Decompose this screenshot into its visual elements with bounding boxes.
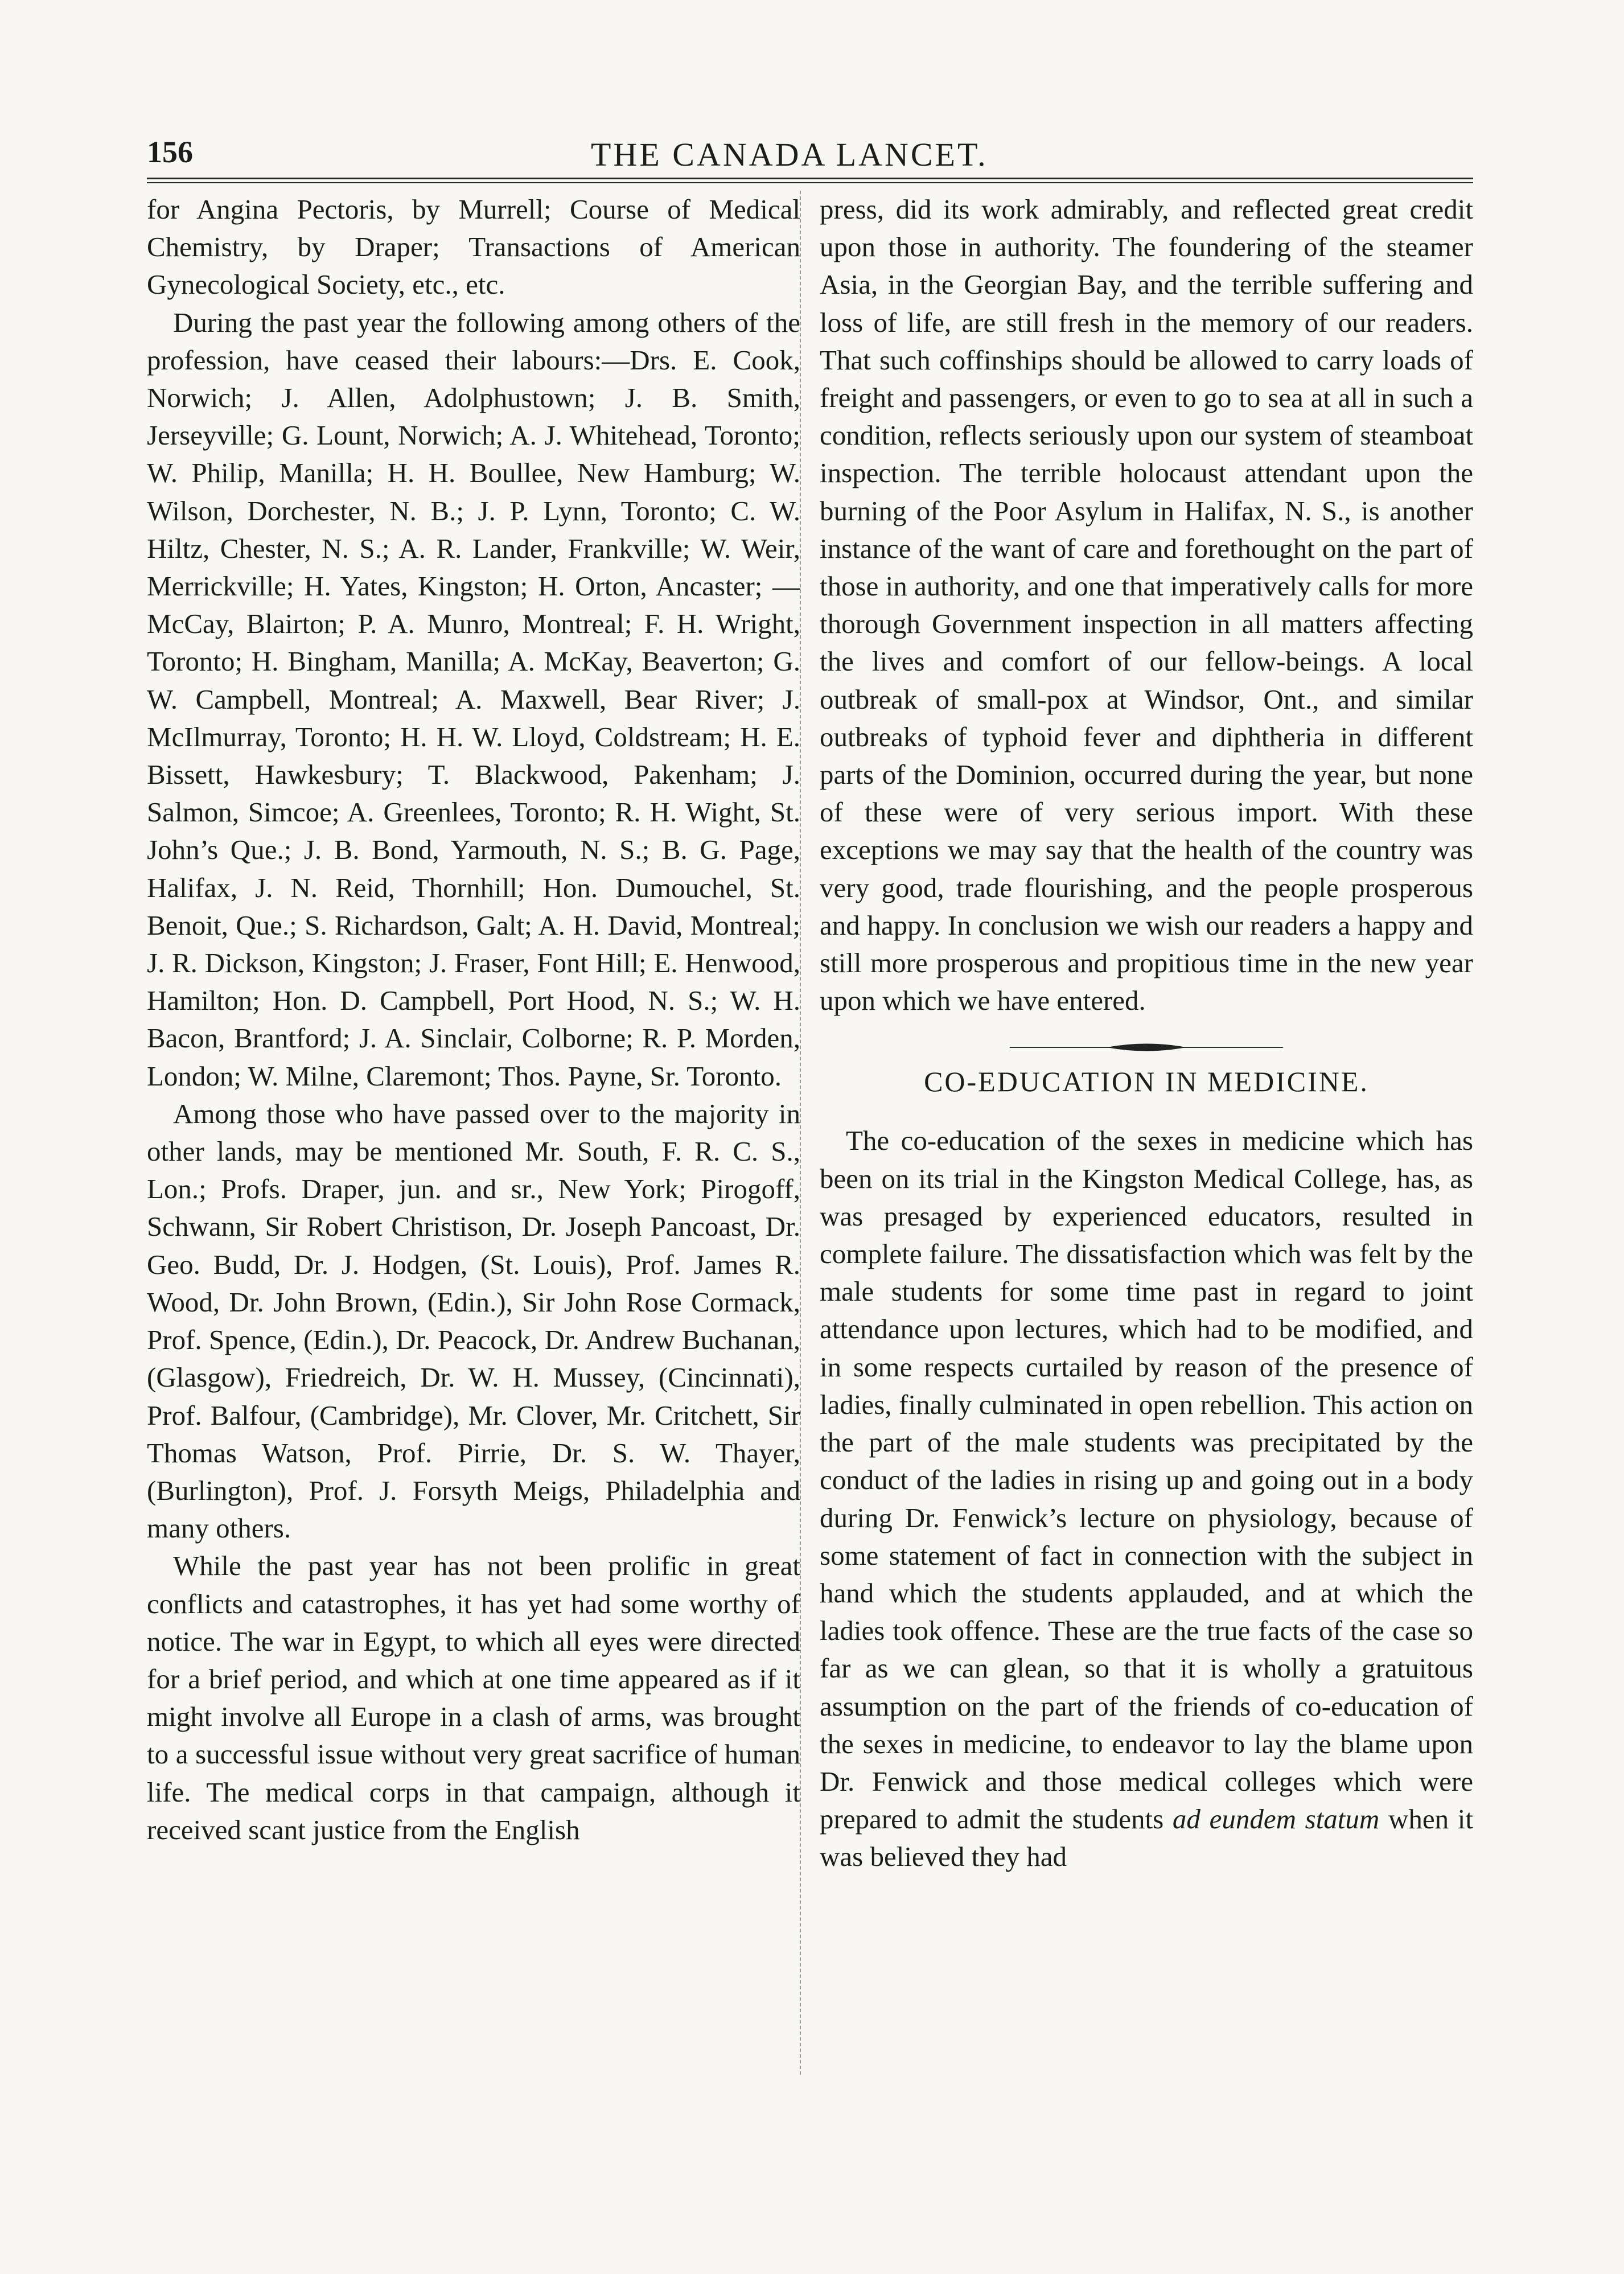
section-ornament	[998, 1039, 1294, 1056]
latin-phrase: ad eundem statum	[1172, 1803, 1380, 1835]
year-review-paragraph: While the past year has not been prolific in great conflicts and catastrophes, it has yet had some worthy of notice. The war in Egypt, to which all eyes were directed for a brief period, and which at one time appeared as if it might involve all Europe in a clash of arms, was brought to a successful issue without very great sacrifice of human life. The medical corps in that campaign, although it received scant justice from the English	[147, 1550, 800, 1845]
header-rule	[147, 178, 1473, 179]
page-header	[147, 134, 1479, 180]
foreign-obituary-paragraph: Among those who have passed over to the majority in other lands, may be mentioned Mr. South, F. R. C. S., Lon.; Profs. Draper, jun. and sr., New York; Pirogoff, Schwann, Sir Robert Christison, Dr. Joseph Pancoast, Dr. Geo. Budd, Dr. J. Hodgen, (St. Louis), Prof. James R. Wood, Dr. John Brown, (Edin.), Sir John Rose Cormack, Prof. Spence, (Edin.), Dr. Peacock, Dr. Andrew Buchanan, (Glasgow), Friedreich, Dr. W. H. Mussey, (Cincinnati), Prof. Balfour, (Cambridge), Mr. Clover, Mr. Critchett, Sir Thomas Watson, Prof. Pirrie, Dr. S. W. Thayer, (Burlington), Prof. J. Forsyth Meigs, Philadelphia and many others.	[147, 1097, 800, 1544]
right-paragraph-1: press, did its work admirably, and reflected great credit upon those in authority. The foundering of the steamer Asia, in the Georgian Bay, and the terrible suffering and loss of life, are still fresh in the memory of our readers. That such coffinships should be allowed to carry loads of freight and passengers, or even to go to sea at all in such a condition, reflects seriously upon our system of steamboat inspection. The terrible holocaust attendant upon the burning of the Poor Asylum in Halifax, N. S., is another instance of the want of care and forethought on the part of those in authority, and one that imperatively calls for more thorough Government inspection in all matters affecting the lives and comfort of our fellow-beings. A local outbreak of small-pox at Windsor, Ont., and similar outbreaks of typhoid fever and diphtheria in different parts of the Dominion, occurred during the year, but none of these were of very serious import. With these exceptions we may say that the health of the country was very good, trade flourishing, and the people prosperous and happy. In conclusion we wish our readers a happy and still more prosperous and propitious time in the new year upon which we have entered.	[820, 194, 1473, 1017]
header-rule-thin	[147, 182, 1473, 183]
column-divider	[800, 191, 801, 2075]
left-paragraph-1: for Angina Pectoris, by Murrell; Course of Medical Chemistry, by Draper; Transactions of American Gynecological Society, etc., etc.	[147, 194, 800, 301]
running-title: THE CANADA LANCET.	[591, 136, 988, 173]
page-number: 156	[147, 135, 193, 169]
co-education-paragraph	[820, 1122, 1473, 1876]
obituary-paragraph: During the past year the following among others of the profession, have ceased their labours:—Drs. E. Cook, Norwich; J. Allen, Adolphustown; J. B. Smith, Jerseyville; G. Lount, Norwich; A. J. Whitehead, Toronto; W. Philip, Manilla; H. H. Boullee, New Hamburg; W. Wilson, Dorchester, N. B.; J. P. Lynn, Toronto; C. W. Hiltz, Chester, N. S.; A. R. Lander, Frankville; W. Weir, Merrickville; H. Yates, Kingston; H. Orton, Ancaster; — McCay, Blairton; P. A. Munro, Montreal; F. H. Wright, Toronto; H. Bingham, Manilla; A. McKay, Beaverton; G. W. Campbell, Montreal; A. Maxwell, Bear River; J. McIlmurray, Toronto; H. H. W. Lloyd, Coldstream; H. E. Bissett, Hawkesbury; T. Blackwood, Pakenham; J. Salmon, Simcoe; A. Greenlees, Toronto; R. H. Wight, St. John’s Que.; J. B. Bond, Yarmouth, N. S.; B. G. Page, Halifax, J. N. Reid, Thornhill; Hon. Dumouchel, St. Benoit, Que.; S. Richardson, Galt; A. H. David, Montreal; J. R. Dickson, Kingston; J. Fraser, Font Hill; E. Henwood, Hamilton; Hon. D. Campbell, Port Hood, N. S.; W. H. Bacon, Brantford; J. A. Sinclair, Colborne; R. P. Morden, London; W. Milne, Claremont; Thos. Payne, Sr. Toronto.	[147, 306, 800, 1092]
co-education-text: The co-education of the sexes in medicine which has been on its trial in the Kingston Medical College, has, as was presaged by experienced educators, resulted in complete failure. The dissatisfaction which was felt by the male students for some time past in regard to joint attendance upon lectures, which had to be modified, and in some respects curtailed by reason of the presence of ladies, finally culminated in open rebellion. This action on the part of the male students was precipitated by the conduct of the ladies in rising up and going out in a body during Dr. Fenwick’s lecture on physiology, because of some statement of fact in connection with the subject in hand which the students applauded, and at which the ladies took offence. These are the true facts of the case so far as we can glean, so that it is wholly a gratuitous assumption on the part of the friends of co-education of the sexes in medicine, to endeavor to lay the blame upon Dr. Fenwick and those medical colleges which were prepared to admit the students	[820, 1125, 1473, 1835]
section-title: CO-EDUCATION IN MEDICINE.	[924, 1066, 1369, 1098]
co-education-tail: when it was believed they had	[820, 1803, 1473, 1873]
right-column	[820, 191, 1473, 2080]
left-column	[147, 191, 800, 2080]
